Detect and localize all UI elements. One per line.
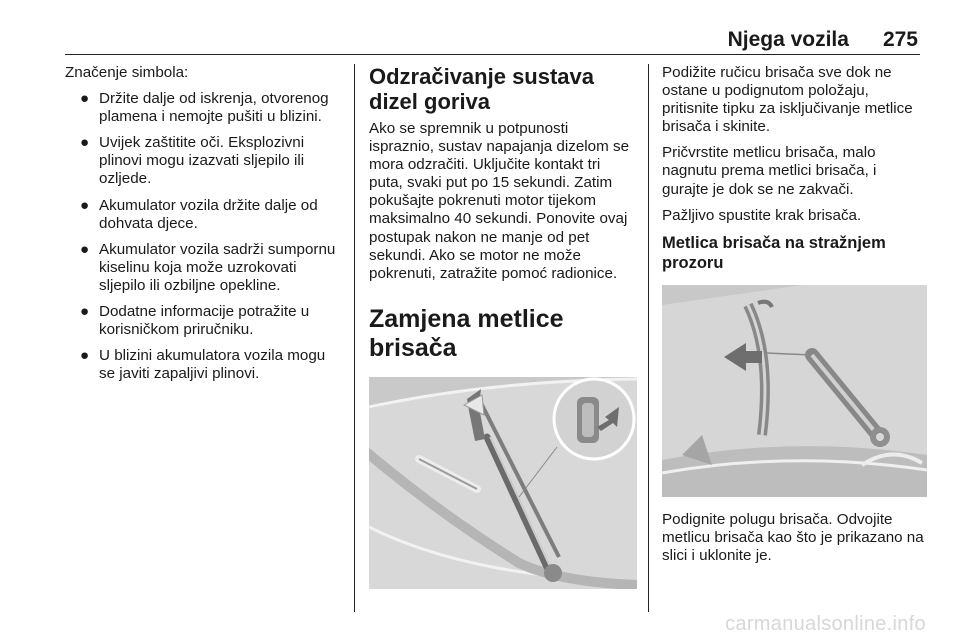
symbols-intro: Značenje simbola: — [65, 64, 189, 81]
front-wiper-illustration — [369, 377, 637, 589]
list-item: ● Držite dalje od iskrenja, otvorenog plamena i nemojte pušiti u blizini. — [80, 90, 329, 126]
watermark: carmanualsonline.info — [725, 613, 926, 635]
list-item: ● Uvijek zaštitite oči. Eksplozivni plinovi mogu izazvati sljepilo ili ozljede. — [80, 134, 305, 188]
column-divider — [354, 64, 355, 612]
page-header — [728, 26, 918, 52]
diesel-paragraph: Ako se spremnik u potpunosti ispraznio, sustav napajanja dizelom se mora odzračiti. Uključite kontakt tri puta, svaki put po 15 sekundi. Zatim pokušajte pokrenuti motor tijekom maksimalno 40 sekundi. Ponovite ovaj postupak nakon ne manje od pet sekundi. Ako se motor ne može pokrenuti, zatražite pomoć radionice. — [369, 120, 630, 282]
list-item: ● Akumulator vozila držite dalje od dohvata djece. — [80, 196, 318, 232]
list-item: ● Dodatne informacije potražite u korisničkom priručniku. — [80, 303, 310, 339]
rear-wiper-illustration — [662, 285, 927, 497]
wiper-step-3: Pažljivo spustite krak brisača. — [662, 206, 862, 224]
column-divider — [648, 64, 649, 612]
rear-wiper-heading: Metlica brisača na stražnjem prozoru — [662, 233, 886, 272]
page-title: Njega vozila — [727, 28, 849, 51]
header-rule — [65, 54, 920, 55]
symbol-list — [65, 90, 341, 383]
wiper-step-1: Podižite ručicu brisača sve dok ne ostane u podignutom položaju, pritisnite tipku za isključivanje metlice brisača i skinite. — [662, 64, 913, 136]
list-item: ● Akumulator vozila sadrži sumpornu kiselinu koja može uzrokovati sljepilo ili ozbiljne opekline. — [80, 240, 336, 294]
page-number: 275 — [882, 28, 918, 51]
rear-wiper-caption: Podignite polugu brisača. Odvojite metlicu brisača kao što je prikazano na slici i uklonite je. — [662, 510, 924, 564]
wiper-step-2: Pričvrstite metlicu brisača, malo nagnutu prema metlici brisača, i gurajte je dok se ne zakvači. — [662, 144, 877, 198]
column-3 — [662, 64, 927, 573]
section-heading-wiper: Zamjena metlice brisača — [369, 304, 564, 362]
column-2 — [369, 64, 637, 589]
list-item: ● U blizini akumulatora vozila mogu se javiti zapaljivi plinovi. — [80, 347, 326, 383]
section-heading-diesel: Odzračivanje sustava dizel goriva — [369, 64, 595, 114]
column-1 — [65, 64, 341, 391]
